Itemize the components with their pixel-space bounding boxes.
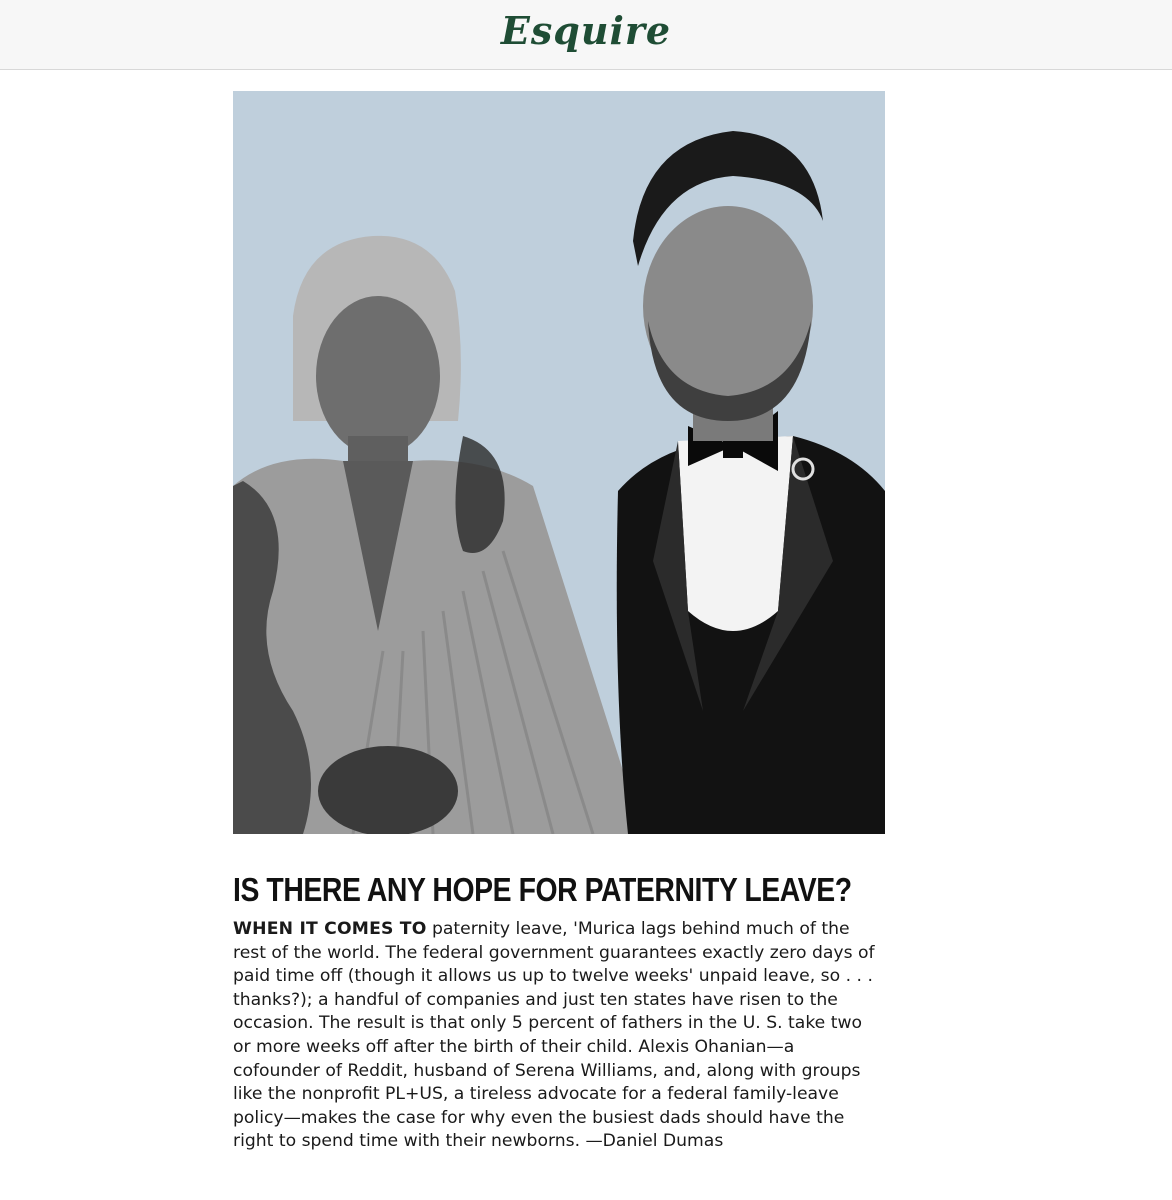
esquire-logo[interactable]: Esquire: [500, 8, 672, 53]
couple-photo-illustration: [233, 91, 885, 834]
article-photo: [233, 91, 885, 834]
article-body: [233, 918, 885, 1154]
body-text: paternity leave, 'Murica lags behind much of the rest of the world. The federal government guarantees exactly zero days of paid time off (though it allows us up to twelve weeks' unpaid leave, so . . . thanks?); a handful of companies and just ten states have risen to the occasion. The result is that only 5 percent of fathers in the U. S. take two or more weeks off after the birth of their child. Alexis Ohanian—a cofounder of Reddit, husband of Serena Williams, and, along with groups like the nonprofit PL+US, a tireless advocate for a federal family-leave policy—makes the case for why even the busiest dads should have the right to spend time with their newborns. —Daniel Dumas: [233, 919, 875, 1152]
masthead: [0, 0, 1172, 70]
lead-in: WHEN IT COMES TO: [233, 919, 427, 939]
article-headline: IS THERE ANY HOPE FOR PATERNITY LEAVE?: [233, 871, 852, 908]
article: [233, 872, 885, 1154]
